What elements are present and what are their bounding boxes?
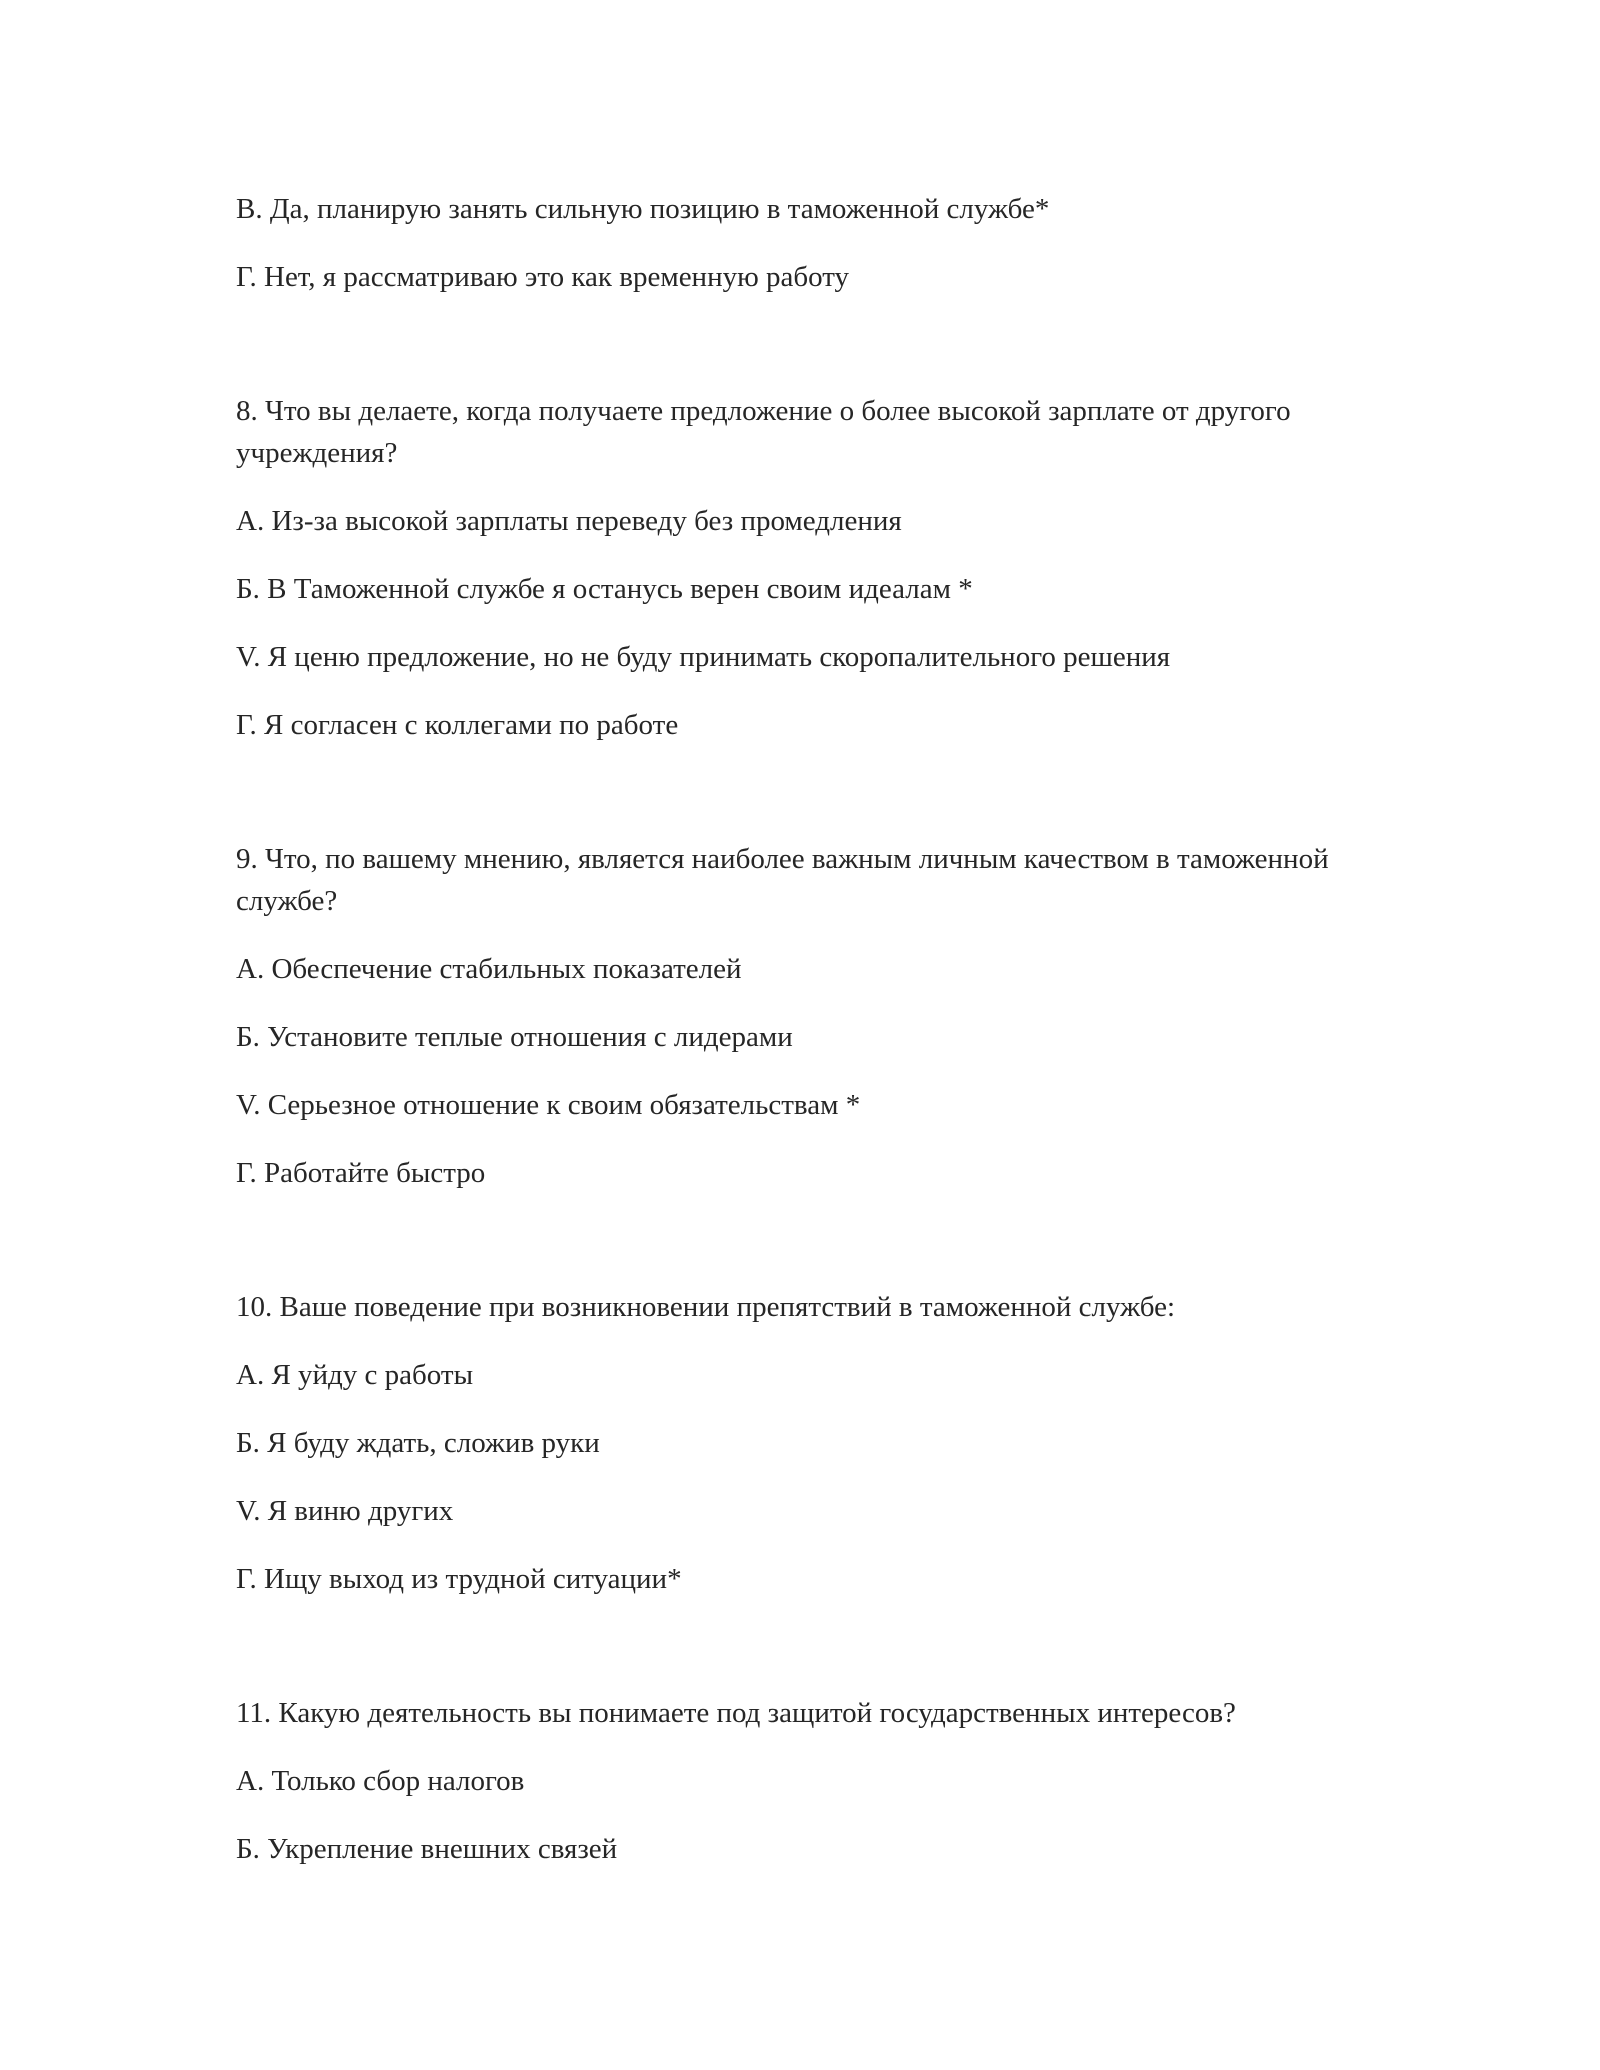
spacer (236, 772, 1386, 838)
answer-option: Г. Ищу выход из трудной ситуации* (236, 1563, 682, 1595)
spacer (236, 324, 1386, 390)
answer-option: Б. Я буду ждать, сложив руки (236, 1427, 600, 1459)
document-content (236, 188, 1386, 1896)
question-8: 8. Что вы делаете, когда получаете предложение о более высокой зарплате от другого учреждения? (236, 395, 1291, 469)
answer-option: А. Я уйду с работы (236, 1359, 474, 1391)
question-10: 10. Ваше поведение при возникновении препятствий в таможенной службе: (236, 1291, 1176, 1323)
answer-option: Г. Работайте быстро (236, 1157, 486, 1189)
answer-option: Б. Укрепление внешних связей (236, 1833, 618, 1865)
answer-option: В. Да, планирую занять сильную позицию в таможенной службе* (236, 193, 1050, 225)
answer-option: А. Только сбор налогов (236, 1765, 525, 1797)
answer-option: Г. Нет, я рассматриваю это как временную работу (236, 261, 850, 293)
answer-option: V. Я виню других (236, 1495, 454, 1527)
answer-option: Б. Установите теплые отношения с лидерами (236, 1021, 793, 1053)
question-11: 11. Какую деятельность вы понимаете под защитой государственных интересов? (236, 1697, 1236, 1729)
answer-option: А. Обеспечение стабильных показателей (236, 953, 742, 985)
answer-option: V. Я ценю предложение, но не буду принимать скоропалительного решения (236, 641, 1171, 673)
spacer (236, 1220, 1386, 1286)
answer-option: А. Из-за высокой зарплаты переведу без промедления (236, 505, 902, 537)
question-9: 9. Что, по вашему мнению, является наиболее важным личным качеством в таможенной службе? (236, 843, 1329, 917)
spacer (236, 1626, 1386, 1692)
answer-option: V. Серьезное отношение к своим обязательствам * (236, 1089, 861, 1121)
answer-option: Г. Я согласен с коллегами по работе (236, 709, 679, 741)
answer-option: Б. В Таможенной службе я останусь верен своим идеалам * (236, 573, 973, 605)
